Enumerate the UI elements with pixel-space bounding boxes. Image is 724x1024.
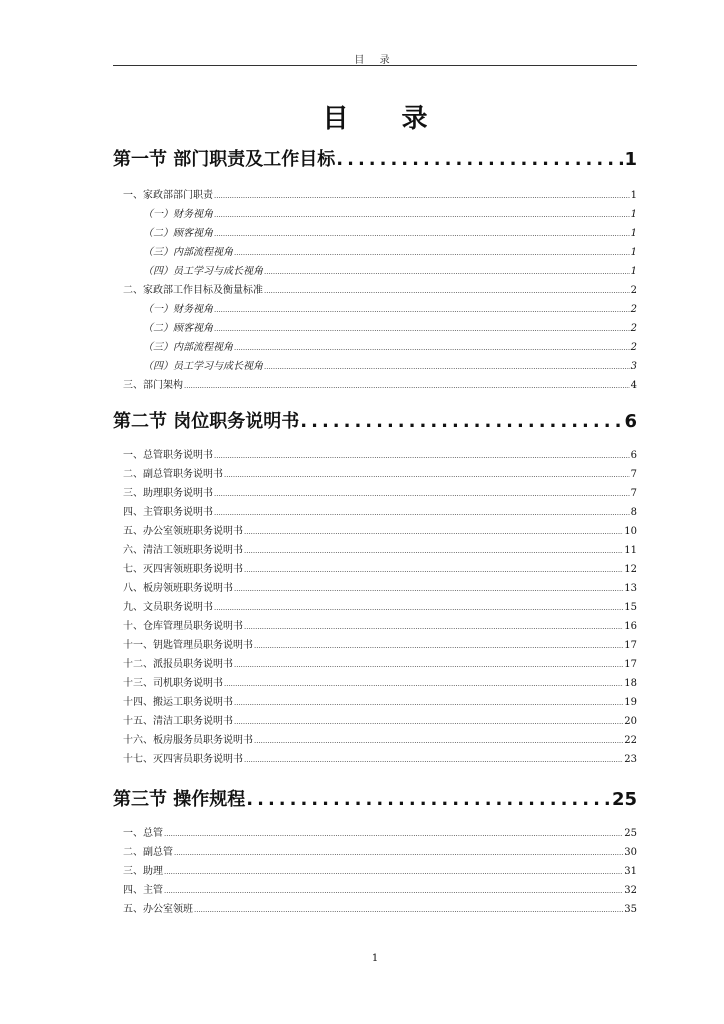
- toc-entry-page: 1: [630, 247, 637, 258]
- dot-leader: [264, 287, 630, 295]
- toc-entry-page: 8: [630, 507, 637, 518]
- dot-leader: [224, 471, 630, 479]
- toc-section-heading[interactable]: [113, 407, 637, 433]
- toc-entry-page: 19: [624, 697, 637, 708]
- toc-entry-page: 31: [624, 866, 637, 877]
- toc-section-heading[interactable]: [113, 785, 637, 811]
- running-header: 目 录: [354, 55, 396, 66]
- toc-entry-page: 2: [630, 323, 637, 334]
- dot-leader: [336, 149, 623, 170]
- page-number: 1: [371, 953, 379, 964]
- toc-section-heading[interactable]: [113, 145, 637, 171]
- toc-entry[interactable]: [123, 655, 637, 673]
- dot-leader: [194, 906, 623, 914]
- dot-leader: [264, 363, 630, 371]
- dot-leader: [214, 306, 630, 314]
- toc-entry[interactable]: [123, 186, 637, 204]
- toc-entry[interactable]: [143, 300, 637, 318]
- dot-leader: [184, 382, 630, 390]
- dot-leader: [234, 718, 623, 726]
- dot-leader: [234, 661, 623, 669]
- toc-entry[interactable]: [143, 224, 637, 242]
- dot-leader: [244, 623, 623, 631]
- toc-entry[interactable]: [123, 376, 637, 394]
- toc-entry-page: 7: [630, 469, 637, 480]
- toc-entry-page: 17: [624, 640, 637, 651]
- toc-entry-label: 十七、灭四害员职务说明书: [123, 754, 243, 765]
- toc-entry-page: 2: [630, 304, 637, 315]
- toc-entry-label: （一）财务视角: [143, 209, 213, 220]
- toc-entry[interactable]: [123, 731, 637, 749]
- toc-entry-page: 20: [624, 716, 637, 727]
- toc-entry-label: 十五、清洁工职务说明书: [123, 716, 233, 727]
- dot-leader: [214, 325, 630, 333]
- toc-entry-page: 25: [611, 789, 637, 810]
- toc-entry-label: （四）员工学习与成长视角: [143, 266, 263, 277]
- toc-entry-label: 一、家政部部门职责: [123, 190, 213, 201]
- toc-entry[interactable]: [123, 824, 637, 842]
- dot-leader: [234, 249, 630, 257]
- toc-entry[interactable]: [123, 465, 637, 483]
- toc-entry-page: 7: [630, 488, 637, 499]
- toc-entry-page: 22: [624, 735, 637, 746]
- toc-entry-page: 17: [624, 659, 637, 670]
- toc-entry-label: （三）内部流程视角: [143, 342, 233, 353]
- toc-entry-page: 1: [624, 149, 637, 170]
- toc-entry-page: 3: [630, 361, 637, 372]
- toc-entry-label: 十三、司机职务说明书: [123, 678, 223, 689]
- toc-entry-page: 6: [624, 411, 637, 432]
- toc-entry-label: 第一节 部门职责及工作目标: [113, 149, 336, 170]
- dot-leader: [234, 699, 623, 707]
- toc-entry[interactable]: [143, 338, 637, 356]
- toc-entry-label: 七、灭四害领班职务说明书: [123, 564, 243, 575]
- toc-entry-label: 二、家政部工作目标及衡量标准: [123, 285, 263, 296]
- dot-leader: [244, 756, 623, 764]
- dot-leader: [244, 566, 623, 574]
- toc-entry-page: 25: [624, 828, 637, 839]
- toc-entry-label: 六、清洁工领班职务说明书: [123, 545, 243, 556]
- dot-leader: [254, 642, 623, 650]
- toc-entry[interactable]: [143, 357, 637, 375]
- toc-entry[interactable]: [143, 205, 637, 223]
- toc-entry-label: 第二节 岗位职务说明书: [113, 411, 300, 432]
- toc-entry[interactable]: [123, 843, 637, 861]
- dot-leader: [214, 452, 630, 460]
- toc-entry-label: （二）顾客视角: [143, 228, 213, 239]
- toc-entry[interactable]: [123, 503, 637, 521]
- dot-leader: [214, 211, 630, 219]
- dot-leader: [164, 830, 623, 838]
- toc-entry-page: 1: [630, 266, 637, 277]
- toc-entry-page: 35: [624, 904, 637, 915]
- toc-entry[interactable]: [123, 693, 637, 711]
- dot-leader: [300, 411, 623, 432]
- toc-entry-label: 三、助理: [123, 866, 163, 877]
- toc-entry[interactable]: [123, 598, 637, 616]
- toc-entry-page: 2: [630, 342, 637, 353]
- toc-entry[interactable]: [123, 750, 637, 768]
- toc-entry[interactable]: [123, 484, 637, 502]
- dot-leader: [214, 509, 630, 517]
- toc-entry[interactable]: [143, 262, 637, 280]
- toc-entry-label: 二、副总管职务说明书: [123, 469, 223, 480]
- toc-entry-page: 30: [624, 847, 637, 858]
- dot-leader: [254, 737, 623, 745]
- toc-entry-label: （一）财务视角: [143, 304, 213, 315]
- toc-entry-label: 十六、板房服务员职务说明书: [123, 735, 253, 746]
- toc-entry-page: 4: [630, 380, 637, 391]
- toc-entry[interactable]: [123, 579, 637, 597]
- dot-leader: [224, 680, 623, 688]
- toc-entry-label: （四）员工学习与成长视角: [143, 361, 263, 372]
- toc-entry-page: 23: [624, 754, 637, 765]
- toc-entry[interactable]: [123, 674, 637, 692]
- toc-entry-label: 四、主管职务说明书: [123, 507, 213, 518]
- toc-entry-label: （三）内部流程视角: [143, 247, 233, 258]
- dot-leader: [234, 585, 623, 593]
- dot-leader: [214, 230, 630, 238]
- dot-leader: [164, 868, 623, 876]
- toc-entry[interactable]: [123, 862, 637, 880]
- toc-entry-page: 1: [630, 190, 637, 201]
- toc-entry-page: 1: [630, 209, 637, 220]
- document-title: 目 录: [322, 104, 450, 134]
- toc-entry-label: 十四、搬运工职务说明书: [123, 697, 233, 708]
- toc-entry[interactable]: [123, 560, 637, 578]
- toc-entry-page: 12: [624, 564, 637, 575]
- toc-entry-page: 10: [624, 526, 637, 537]
- toc-entry-label: （二）顾客视角: [143, 323, 213, 334]
- toc-entry-label: 八、板房领班职务说明书: [123, 583, 233, 594]
- toc-entry-label: 一、总管: [123, 828, 163, 839]
- toc-entry-label: 十二、派报员职务说明书: [123, 659, 233, 670]
- dot-leader: [244, 528, 623, 536]
- toc-entry-label: 五、办公室领班职务说明书: [123, 526, 243, 537]
- toc-entry-label: 十、仓库管理员职务说明书: [123, 621, 243, 632]
- dot-leader: [246, 789, 611, 810]
- dot-leader: [214, 192, 630, 200]
- dot-leader: [244, 547, 623, 555]
- toc-entry-page: 11: [624, 545, 637, 556]
- toc-entry[interactable]: [123, 617, 637, 635]
- toc-entry[interactable]: [123, 281, 637, 299]
- toc-entry[interactable]: [123, 522, 637, 540]
- toc-entry-label: 第三节 操作规程: [113, 789, 246, 810]
- toc-entry-label: 一、总管职务说明书: [123, 450, 213, 461]
- toc-entry[interactable]: [123, 900, 637, 918]
- toc-entry[interactable]: [123, 636, 637, 654]
- toc-entry[interactable]: [123, 541, 637, 559]
- toc-entry-page: 1: [630, 228, 637, 239]
- toc-entry-page: 6: [630, 450, 637, 461]
- dot-leader: [174, 849, 623, 857]
- toc-entry-page: 18: [624, 678, 637, 689]
- toc-entry[interactable]: [123, 446, 637, 464]
- dot-leader: [264, 268, 630, 276]
- toc-entry[interactable]: [123, 881, 637, 899]
- dot-leader: [214, 490, 630, 498]
- toc-entry-label: 五、办公室领班: [123, 904, 193, 915]
- toc-entry-page: 15: [624, 602, 637, 613]
- toc-entry-page: 2: [630, 285, 637, 296]
- toc-entry[interactable]: [123, 712, 637, 730]
- toc-entry-page: 32: [624, 885, 637, 896]
- toc-entry-label: 三、部门架构: [123, 380, 183, 391]
- toc-entry-label: 十一、钥匙管理员职务说明书: [123, 640, 253, 651]
- toc-entry-label: 二、副总管: [123, 847, 173, 858]
- toc-entry-page: 16: [624, 621, 637, 632]
- toc-entry[interactable]: [143, 243, 637, 261]
- toc-entry-page: 13: [624, 583, 637, 594]
- toc-entry-label: 三、助理职务说明书: [123, 488, 213, 499]
- dot-leader: [214, 604, 623, 612]
- toc-entry-label: 四、主管: [123, 885, 163, 896]
- dot-leader: [164, 887, 623, 895]
- dot-leader: [234, 344, 630, 352]
- toc-entry-label: 九、文员职务说明书: [123, 602, 213, 613]
- toc-entry[interactable]: [143, 319, 637, 337]
